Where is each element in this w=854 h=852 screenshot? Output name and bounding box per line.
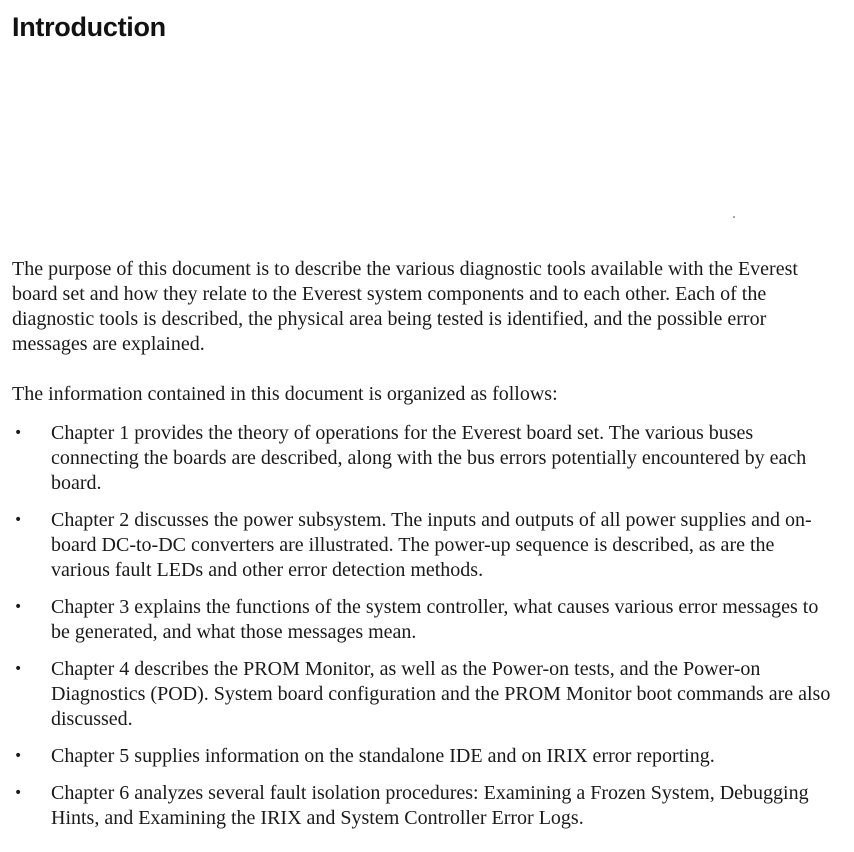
list-item-chapter-4: [0, 657, 854, 732]
chapter-1-text: Chapter 1 provides the theory of operations for the Everest board set. The various buses connecting the boards are described, along with the bus errors potentially encountered by each board.: [51, 422, 807, 494]
chapter-2-text: Chapter 2 discusses the power subsystem. The inputs and outputs of all power supplies and on-board DC-to-DC converters are illustrated. The power-up sequence is described, as are the various fault LEDs and other error detection methods.: [51, 509, 812, 581]
bullet-icon: •: [14, 599, 23, 615]
bullet-icon: •: [14, 661, 23, 677]
list-item-chapter-1: [0, 421, 854, 496]
chapter-6-text: Chapter 6 analyzes several fault isolation procedures: Examining a Frozen System, Debugging Hints, and Examining the IRIX and System Controller Error Logs.: [51, 782, 809, 829]
bullet-icon: •: [14, 785, 23, 801]
bullet-icon: •: [14, 425, 23, 441]
bullet-icon: •: [14, 512, 23, 528]
organization-intro: The information contained in this document is organized as follows:: [12, 383, 558, 405]
list-item-chapter-6: [0, 781, 854, 831]
chapter-3-text: Chapter 3 explains the functions of the system controller, what causes various error messages to be generated, and what those messages mean.: [51, 596, 819, 643]
list-item-chapter-5: [0, 744, 854, 769]
chapter-5-text: Chapter 5 supplies information on the standalone IDE and on IRIX error reporting.: [51, 745, 715, 767]
list-item-chapter-3: [0, 595, 854, 645]
scan-speck: [733, 216, 735, 218]
list-item-chapter-2: [0, 508, 854, 583]
bullet-icon: •: [14, 748, 23, 764]
intro-paragraph: The purpose of this document is to describe the various diagnostic tools available with the Everest board set and how they relate to the Everest system components and to each other. Each of the diagnostic tools is described, the physical area being tested is identified, and the possible error messages are explained.: [12, 258, 798, 355]
page-title: Introduction: [12, 12, 166, 42]
chapter-4-text: Chapter 4 describes the PROM Monitor, as well as the Power-on tests, and the Power-on Diagnostics (POD). System board configuration and the PROM Monitor boot commands are also discussed.: [51, 658, 831, 730]
chapter-list: [0, 421, 854, 843]
